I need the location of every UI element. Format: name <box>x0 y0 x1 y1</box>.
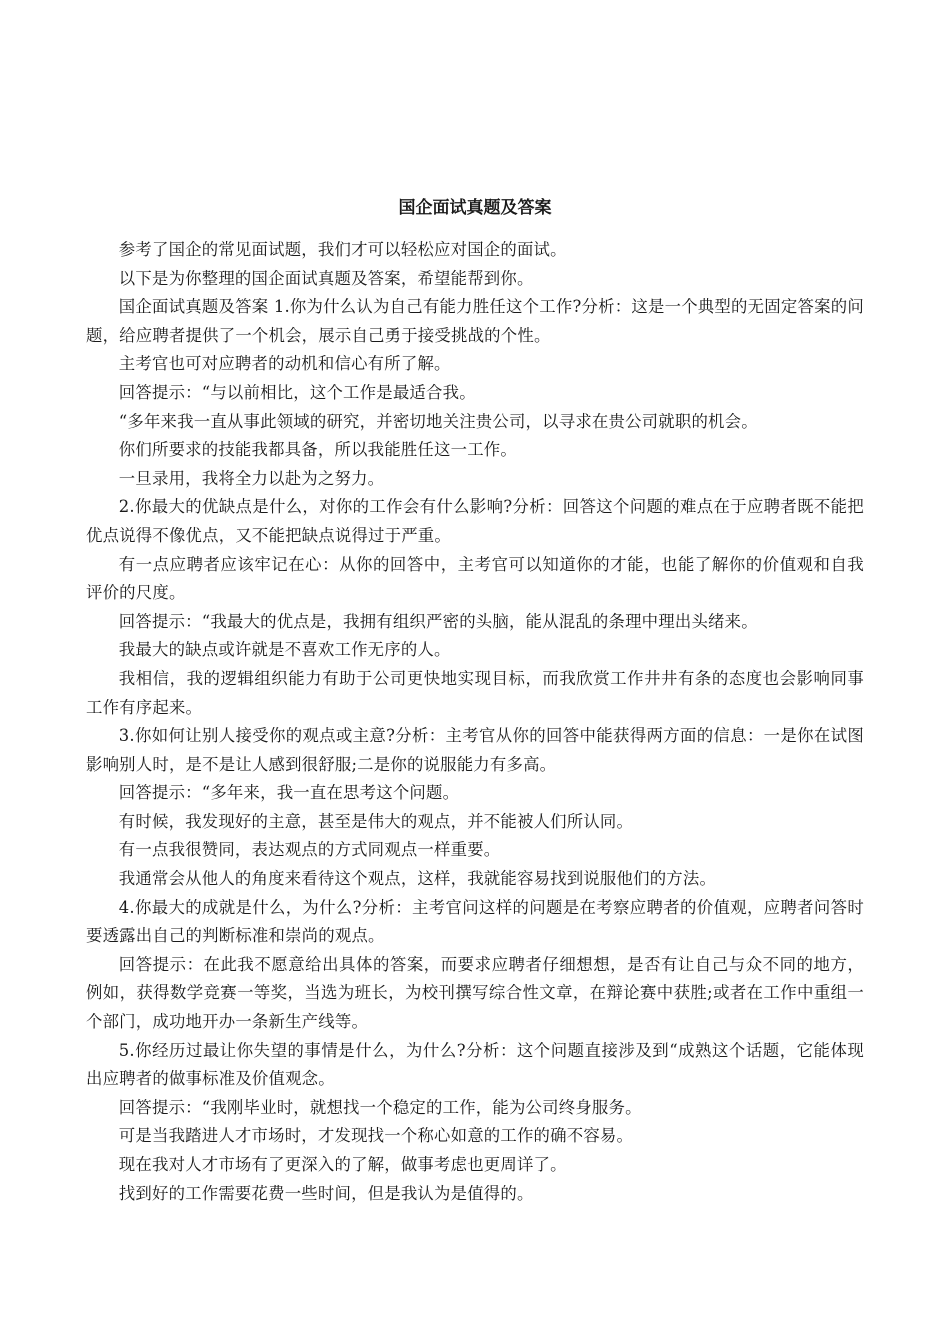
paragraph: 我相信，我的逻辑组织能力有助于公司更快地实现目标，而我欣赏工作井井有条的态度也会影响同事工作有序起来。 <box>86 668 864 717</box>
paragraph: 可是当我踏进人才市场时，才发现找一个称心如意的工作的确不容易。 <box>118 1126 634 1146</box>
document-body <box>86 236 864 1208</box>
paragraph: “多年来我一直从事此领域的研究，并密切地关注贵公司，以寻求在贵公司就职的机会。 <box>118 411 758 431</box>
paragraph: 有时候，我发现好的主意，甚至是伟大的观点，并不能被人们所认同。 <box>118 811 634 831</box>
paragraph: 回答提示：“与以前相比，这个工作是最适合我。 <box>118 382 476 402</box>
paragraph: 主考官也可对应聘者的动机和信心有所了解。 <box>118 354 451 374</box>
paragraph: 现在我对人才市场有了更深入的了解，做事考虑也更周详了。 <box>118 1155 567 1174</box>
paragraph: 我最大的缺点或许就是不喜欢工作无序的人。 <box>118 640 451 660</box>
paragraph: 回答提示：在此我不愿意给出具体的答案，而要求应聘者仔细想想，是否有让自己与众不同的地方，例如，获得数学竞赛一等奖，当选为班长，为校刊撰写综合性文章，在辩论赛中获胜;或者在工作中重组一个部门，成功地开办一条新生产线等。 <box>86 954 864 1032</box>
paragraph: 3.你如何让别人接受你的观点或主意?分析：主考官从你的回答中能获得两方面的信息：一是你在试图影响别人时，是不是让人感到很舒服;二是你的说服能力有多高。 <box>86 726 864 774</box>
paragraph: 一旦录用，我将全力以赴为之努力。 <box>118 468 385 488</box>
paragraph: 参考了国企的常见面试题，我们才可以轻松应对国企的面试。 <box>118 240 567 259</box>
paragraph: 国企面试真题及答案 1.你为什么认为自己有能力胜任这个工作?分析：这是一个典型的无固定答案的问题，给应聘者提供了一个机会，展示自己勇于接受挑战的个性。 <box>86 297 864 345</box>
document-title: 国企面试真题及答案 <box>398 198 552 218</box>
paragraph: 4.你最大的成就是什么，为什么?分析：主考官问这样的问题是在考察应聘者的价值观，应聘者问答时要透露出自己的判断标准和崇尚的观点。 <box>86 897 864 946</box>
paragraph: 5.你经历过最让你失望的事情是什么，为什么?分析：这个问题直接涉及到“成熟这个话题，它能体现出应聘者的做事标准及价值观念。 <box>86 1040 864 1089</box>
paragraph: 以下是为你整理的国企面试真题及答案，希望能帮到你。 <box>118 268 534 288</box>
paragraph: 有一点我很赞同，表达观点的方式同观点一样重要。 <box>118 840 501 860</box>
paragraph: 回答提示：“我刚毕业时，就想找一个稳定的工作，能为公司终身服务。 <box>118 1097 642 1117</box>
paragraph: 有一点应聘者应该牢记在心：从你的回答中，主考官可以知道你的才能，也能了解你的价值观和自我评价的尺度。 <box>86 554 864 603</box>
paragraph: 你们所要求的技能我都具备，所以我能胜任这一工作。 <box>118 440 517 460</box>
paragraph: 找到好的工作需要花费一些时间，但是我认为是值得的。 <box>118 1183 534 1203</box>
paragraph: 回答提示：“多年来，我一直在思考这个问题。 <box>118 783 460 803</box>
paragraph: 回答提示：“我最大的优点是，我拥有组织严密的头脑，能从混乱的条理中理出头绪来。 <box>118 611 758 631</box>
paragraph: 我通常会从他人的角度来看待这个观点，这样，我就能容易找到说服他们的方法。 <box>118 869 717 889</box>
paragraph: 2.你最大的优缺点是什么，对你的工作会有什么影响?分析：回答这个问题的难点在于应聘者既不能把优点说得不像优点，又不能把缺点说得过于严重。 <box>86 497 864 545</box>
